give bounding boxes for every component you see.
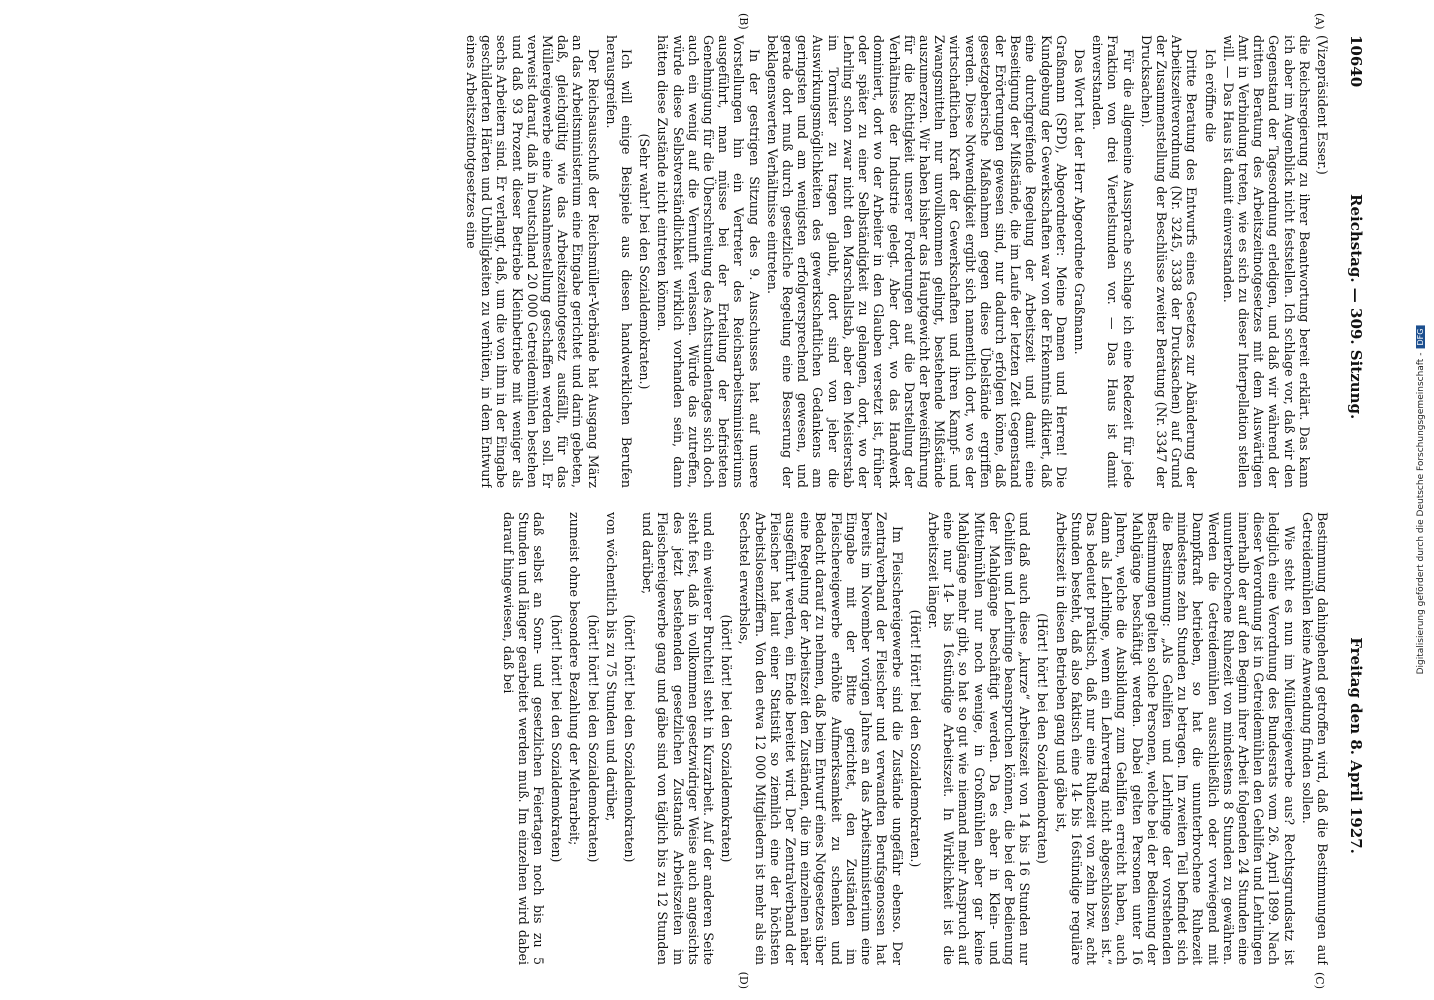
paragraph: (Vizepräsident Esser.) — [1315, 35, 1330, 175]
paragraph: Das Wort hat der Herr Abgeordnete Graßmann. — [1071, 49, 1087, 355]
paragraph: und ein weiterer Bruchteil steht in Kurzarbeit. Auf der anderen Seite steht fest, daß in vollkommen gesetzwidriger Weise auch angesichts des jetzt bestehenden gesetzlichen Zustands Arbeitszeiten im Fleischereigewerbe gang und gäbe sind von täglich bis zu 12 Stunden und darüber, — [640, 512, 717, 965]
paragraph: zumeist ohne besondere Bezahlung der Mehrarbeit; — [567, 512, 583, 846]
paragraph: und daß auch diese „kurze“ Arbeitszeit von 14 bis 16 Stunden nur Gehilfen und Lehrlinge beanspruchen können, die bei der Bedienung der Mahlgänge beschäftigt werden. Da es aber in Klein- und Mittelmühlen nur noch wenige, in Großmühlen aber gar keine Mahlgänge mehr gibt, so hat so gut wie niemand mehr Anspruch auf eine nur 14- bis 16stündige Arbeitszeit. In Wirklichkeit ist die Arbeitszeit länger. — [925, 512, 1033, 965]
paragraph: (hört! hört! bei den Sozialdemokraten) — [585, 614, 601, 863]
right-title: Freitag den 8. April 1927. — [1347, 637, 1365, 854]
paragraph: Im Fleischereigewerbe sind die Zustände ungefähr ebenso. Der Zentralverband der Fleischer und verwandten Berufsgenossen hat bereits im November vorigen Jahres an das Arbeitsministerium eine Eingabe mit der Bitte gerichtet, den Zuständen im Fleischereigewerbe erhöhte Aufmerksamkeit zu schenken und Bedacht darauf zu nehmen, daß beim Entwurf eines Notgesetzes über eine Regelung der Arbeitszeit den Zuständen, die im einzelnen näher ausgeführt werden, ein Ende bereitet wird. Der Zentralverband der Fleischer hat laut einer Statistik so ziemlich eine der höchsten Arbeitslosenziffern. Von den etwa 12 000 Mitgliedern ist mehr als ein Sechstel erwerbslos, — [737, 512, 905, 965]
paragraph: Dritte Beratung des Entwurfs eines Gesetzes zur Abänderung der Arbeitszeitverordnung (Nr. 3245, 3338 der Drucksachen) auf Grund der Zusammenstellung der Beschlüsse zweiter Beratung (Nr. 3347 der Drucksachen). — [1138, 35, 1200, 488]
paragraph: von wöchentlich bis zu 75 Stunden und darüber, — [603, 512, 619, 822]
left-column — [80, 35, 1330, 488]
paragraph: (Hört! hört! bei den Sozialdemokraten) — [1035, 613, 1051, 864]
paragraph: (hört! hört! bei den Sozialdemokraten) — [549, 614, 565, 863]
paragraph: Der Reichsausschuß der Reichsmüller-Verbände hat Ausgang März an das Arbeitsministerium eine Eingabe gerichtet und darin gebeten, daß, gleichgültig wie das Arbeitszeitnotgesetz ausfällt, für das Müllereigewerbe eine Ausnahmestellung geschaffen werden soll. Er verweist darauf, daß in Deutschland 20 000 Getreidemühlen bestehen und daß 93 Prozent dieser Betriebe Kleinbetriebe mit weniger als sechs Arbeitern sind. Er verlangt, daß, um die von ihm in der Eingabe geschilderten Härten und Unbilligkeiten zu verhüten, in dem Entwurf eines Arbeitszeitnotgesetzes eine — [464, 35, 601, 488]
rotated-content — [70, 13, 1370, 989]
paragraph: Graßmann (SPD), Abgeordneter: Meine Damen und Herren! Die Kundgebung der Gewerkschaften war von der Erkenntnis diktiert, daß eine durchgreifende Regelung der Arbeitszeit und damit eine Beseitigung der Mißstände, die im Laufe der letzten Zeit Gegenstand der Erörterungen gewesen sind, nur dadurch erfolgen könne, daß gesetzgeberische Maßnahmen gegen diese Übelstände ergriffen werden. Diese Notwendigkeit ergibt sich namentlich dort, wo es der wirtschaftlichen Kraft der Gewerkschaften und ihren Kampf- und Zwangsmitteln nur unvollkommen gelingt, bestehende Mißstände auszumerzen. Wir haben bisher das Hauptgewicht der Beweisführung für die Richtigkeit unserer Forderungen auf die Darstellung der Verhältnisse der Industrie gelegt. Aber dort, wo das Handwerk dominiert, dort wo der Arbeiter in den Glauben versetzt ist, früher oder später zu einer Selbständigkeit zu gelangen, dort, wo der Lehrling schon zwar nicht den Marschallstab, aber den Meisterstab im Tornister zu tragen glaubt, dort sind von jeher die Auswirkungsmöglichkeiten des gewerkschaftlichen Gedankens am geringsten und am wenigsten erfolgversprechend gewesen, und gerade dort muß durch gesetzliche Regelung eine Besserung der beklagenswerten Verhältnisse eintreten. — [764, 35, 1069, 488]
document-page — [70, 13, 1370, 989]
margin-marker-a: (A) — [1313, 13, 1326, 30]
page-header — [1342, 35, 1370, 965]
paragraph: (hört! hört! bei den Sozialdemokraten) — [719, 614, 735, 863]
paragraph: (Hört! Hört! bei den Sozialdemokraten.) — [907, 609, 923, 868]
margin-marker-b: (B) — [737, 13, 750, 30]
sidebar-text — [1416, 326, 1426, 675]
paragraph: die Reichsregierung zu ihrer Beantwortung bereit erklärt. Das kann ich aber im Augenblick nicht feststellen. Ich schlage vor, daß wir den Gegenstand der Tagesordnung erledigen, und daß wir während der dritten Beratung des Arbeitszeitnotgesetzes mit dem Auswärtigen Amt in Verbindung treten, wie es sich zu dieser Interpellation stellen will. — Das Haus ist damit einverstanden. — [1220, 35, 1312, 488]
digitization-sidebar — [1414, 10, 1428, 990]
paragraph: Wie steht es nun im Müllereigewerbe aus? Rechtsgrundsatz ist lediglich eine Verordnung des Bundesrats vom 26. April 1899. Nach dieser Verordnung ist in Getreidemühlen den Gehilfen und Lehrlingen innerhalb der auf den Beginn ihrer Arbeit folgenden 24 Stunden eine ununterbrochene Ruhezeit von mindestens 8 Stunden zu gewähren. Werden die Getreidemühlen ausschließlich oder vorwiegend mit Dampfkraft betrieben, so hat die ununterbrochene Ruhezeit mindestens zehn Stunden zu betragen. Im zweiten Teil befindet sich die Bestimmung: „Als Gehilfen und Lehrlinge der vorstehenden Bestimmungen gelten solche Personen, welche bei der Bedienung der Mahlgänge beschäftigt werden. Dabei gelten Personen unter 16 Jahren, welche die Ausbildung zum Gehilfen erreicht haben, auch dann als Lehrlinge, wenn ein Lehrvertrag nicht abgeschlossen ist.“ Das bedeutet praktisch, daß nur eine Ruhezeit von zehn bzw. acht Stunden besteht, daß also faktisch eine 14- bis 16stündige reguläre Arbeitszeit in diesen Betrieben gang und gäbe ist, — [1053, 512, 1297, 965]
paragraph: Für die allgemeine Aussprache schlage ich eine Redezeit für jede Fraktion von drei Viertelstunden vor. — Das Haus ist damit einverstanden. — [1090, 35, 1136, 488]
margin-marker-d: (D) — [737, 971, 750, 989]
left-title: Reichstag. — 309. Sitzung. — [1347, 194, 1365, 420]
dfg-badge: DFG — [1416, 326, 1425, 349]
sidebar-caption: Digitalisierung gefördert durch die Deutsche Forschungsgemeinschaft - — [1416, 352, 1426, 675]
paragraph: daß selbst an Sonn- und gesetzlichen Feiertagen noch bis zu 5 Stunden und länger gearbeitet werden muß. Im einzelnen wird dabei darauf hingewiesen, daß bei — [500, 512, 547, 965]
paragraph: Bestimmung dahingehend getroffen wird, daß die Bestimmungen auf Getreidemühlen keine Anwendung finden sollen. — [1299, 512, 1330, 965]
right-column — [80, 512, 1330, 965]
paragraph: (hört! hört! bei den Sozialdemokraten) — [622, 614, 638, 863]
paragraph: Ich will einige Beispiele aus diesen handwerklichen Berufen herausgreifen. — [603, 35, 635, 488]
paragraph: (Sehr wahr! bei den Sozialdemokraten.) — [637, 133, 653, 390]
paragraph: Ich eröffne die — [1202, 49, 1218, 143]
text-columns — [80, 35, 1330, 965]
margin-marker-c: (C) — [1313, 972, 1326, 989]
paragraph: In der gestrigen Sitzung des 9. Ausschusses hat auf unsere Vorstellungen hin ein Vertreter des Reichsarbeitsministeriums ausgeführt, man müsse bei der Erteilung der befristeten Genehmigung für die Überschreitung des Achtstundentages sich doch auch ein wenig auf die Vernunft verlassen. Würde das zutreffen, würde diese Selbstverständlichkeit wirklich vorhanden sein, dann hätten diese Zustände nicht eintreten können. — [655, 35, 762, 488]
page-number: 10640 — [1347, 35, 1365, 88]
